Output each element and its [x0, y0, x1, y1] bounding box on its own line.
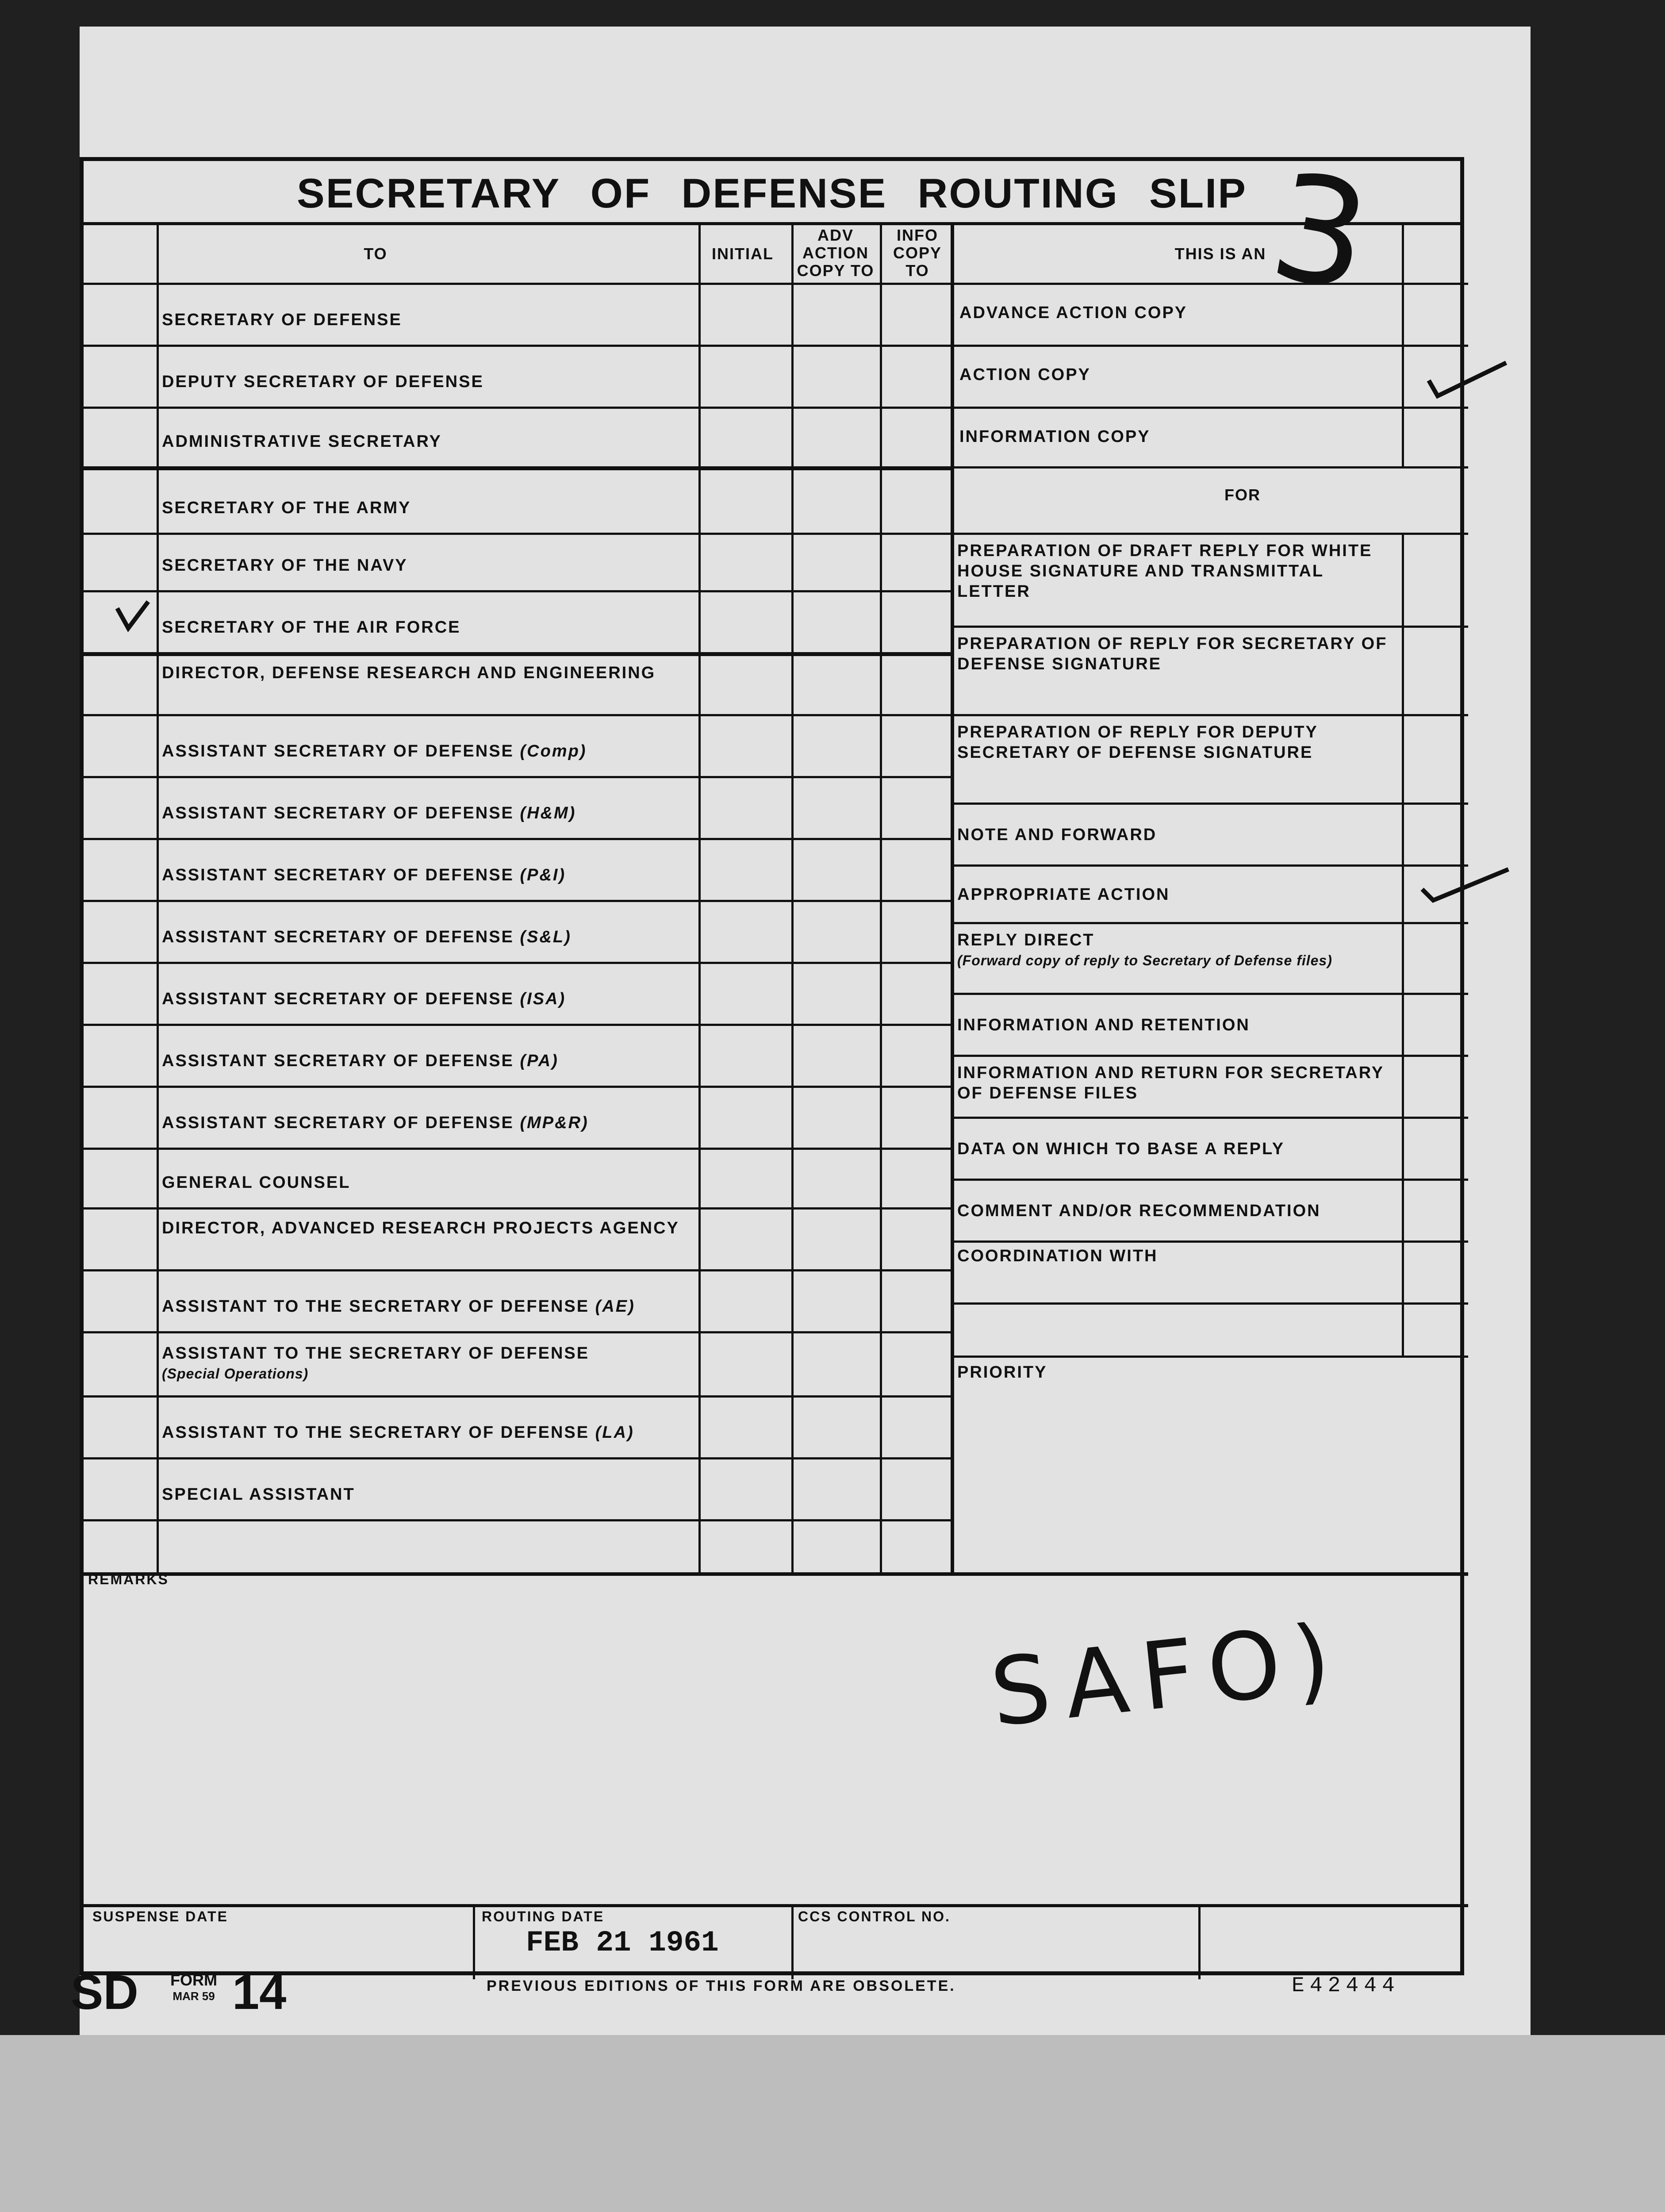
to-row-label: ASSISTANT SECRETARY OF DEFENSE [162, 804, 514, 822]
to-row-tag: (S&L) [520, 928, 572, 946]
form-sd: SD [71, 1965, 138, 2020]
remarks-handwriting: SAFO) [986, 1602, 1349, 1748]
to-row-label: ADMINISTRATIVE SECRETARY [162, 432, 442, 451]
header-initial: INITIAL [712, 245, 774, 263]
to-row-tag: (MP&R) [520, 1114, 589, 1132]
to-row-tag: (PA) [520, 1052, 559, 1070]
header-to: TO [364, 245, 387, 263]
for-item-label: NOTE AND FORWARD [957, 826, 1157, 844]
routing-date-stamp: FEB 21 1961 [526, 1926, 719, 1959]
copy-type-1: ADVANCE ACTION COPY [959, 303, 1188, 322]
for-item-sub: (Forward copy of reply to Secretary of Defense files) [957, 952, 1332, 968]
for-item-label: PREPARATION OF REPLY FOR DEPUTY SECRETARY OF DEFENSE SIGNATURE [957, 723, 1318, 762]
to-row-label: GENERAL COUNSEL [162, 1173, 351, 1192]
to-row-label: ASSISTANT SECRETARY OF DEFENSE [162, 866, 514, 884]
form-title: SECRETARY OF DEFENSE ROUTING SLIP [84, 161, 1460, 225]
form-label: FORM MAR 59 [170, 1971, 217, 2003]
to-row-tag: (P&I) [520, 866, 566, 884]
for-item-label: REPLY DIRECT [957, 931, 1095, 949]
for-item-label: PREPARATION OF REPLY FOR SECRETARY OF DEFENSE SIGNATURE [957, 634, 1388, 673]
header-adv-action: ADV ACTION COPY TO [797, 226, 875, 280]
to-row-label: ASSISTANT SECRETARY OF DEFENSE [162, 928, 514, 946]
to-row-tag: (Comp) [520, 742, 587, 760]
suspense-date-label: SUSPENSE DATE [92, 1909, 228, 1924]
handwritten-copy-number: 3 [1260, 140, 1381, 324]
to-row-label: ASSISTANT SECRETARY OF DEFENSE [162, 1052, 514, 1070]
ccs-control-label: CCS CONTROL NO. [798, 1909, 951, 1924]
to-row-label: DIRECTOR, DEFENSE RESEARCH AND ENGINEERING [162, 664, 656, 682]
form-number: 14 [232, 1965, 287, 2020]
for-item-label: APPROPRIATE ACTION [957, 885, 1170, 904]
for-item-label: INFORMATION AND RETENTION [957, 1016, 1250, 1034]
to-row-tag: (ISA) [520, 990, 566, 1008]
to-row-tag: (AE) [595, 1297, 635, 1316]
check-mark-icon [117, 602, 148, 628]
check-mark-icon [1429, 363, 1506, 396]
check-mark-icon [1422, 869, 1508, 900]
to-row-label: ASSISTANT SECRETARY OF DEFENSE [162, 1114, 514, 1132]
for-item-label: INFORMATION AND RETURN FOR SECRETARY OF DEFENSE FILES [957, 1064, 1384, 1102]
to-row-label: SECRETARY OF THE ARMY [162, 499, 411, 517]
to-row-sub: (Special Operations) [162, 1365, 309, 1382]
to-row-label: ASSISTANT SECRETARY OF DEFENSE [162, 990, 514, 1008]
to-row-tag: (H&M) [520, 804, 576, 822]
to-row-tag: (LA) [595, 1423, 634, 1442]
for-item-label: DATA ON WHICH TO BASE A REPLY [957, 1140, 1285, 1158]
for-item-label: PREPARATION OF DRAFT REPLY FOR WHITE HOUSE SIGNATURE AND TRANSMITTAL LETTER [957, 541, 1373, 601]
to-row-label: SECRETARY OF THE NAVY [162, 556, 408, 575]
to-row-label: ASSISTANT SECRETARY OF DEFENSE [162, 742, 514, 760]
remarks-label: REMARKS [88, 1571, 169, 1587]
header-for: FOR [1224, 486, 1261, 504]
header-info-copy: INFO COPY TO [893, 226, 942, 280]
priority-label: PRIORITY [957, 1363, 1047, 1382]
to-row-label: SECRETARY OF THE AIR FORCE [162, 618, 461, 637]
to-row-label: ASSISTANT TO THE SECRETARY OF DEFENSE [162, 1344, 590, 1363]
for-item-label: COMMENT AND/OR RECOMMENDATION [957, 1202, 1321, 1220]
for-item-label: COORDINATION WITH [957, 1247, 1158, 1265]
header-this-is-an: THIS IS AN [1174, 245, 1266, 263]
to-row-label: SPECIAL ASSISTANT [162, 1485, 355, 1504]
to-row-label: ASSISTANT TO THE SECRETARY OF DEFENSE [162, 1297, 590, 1316]
to-row-label: DIRECTOR, ADVANCED RESEARCH PROJECTS AGENCY [162, 1219, 679, 1237]
routing-date-label: ROUTING DATE [482, 1909, 605, 1924]
obsolete-note: PREVIOUS EDITIONS OF THIS FORM ARE OBSOLETE. [487, 1978, 956, 1994]
copy-type-3: INFORMATION COPY [959, 427, 1151, 446]
copy-type-2: ACTION COPY [959, 365, 1091, 384]
to-row-label: DEPUTY SECRETARY OF DEFENSE [162, 373, 484, 391]
serial-number: E42444 [1292, 1974, 1400, 1998]
to-row-label: SECRETARY OF DEFENSE [162, 311, 402, 329]
to-row-label: ASSISTANT TO THE SECRETARY OF DEFENSE [162, 1423, 590, 1442]
